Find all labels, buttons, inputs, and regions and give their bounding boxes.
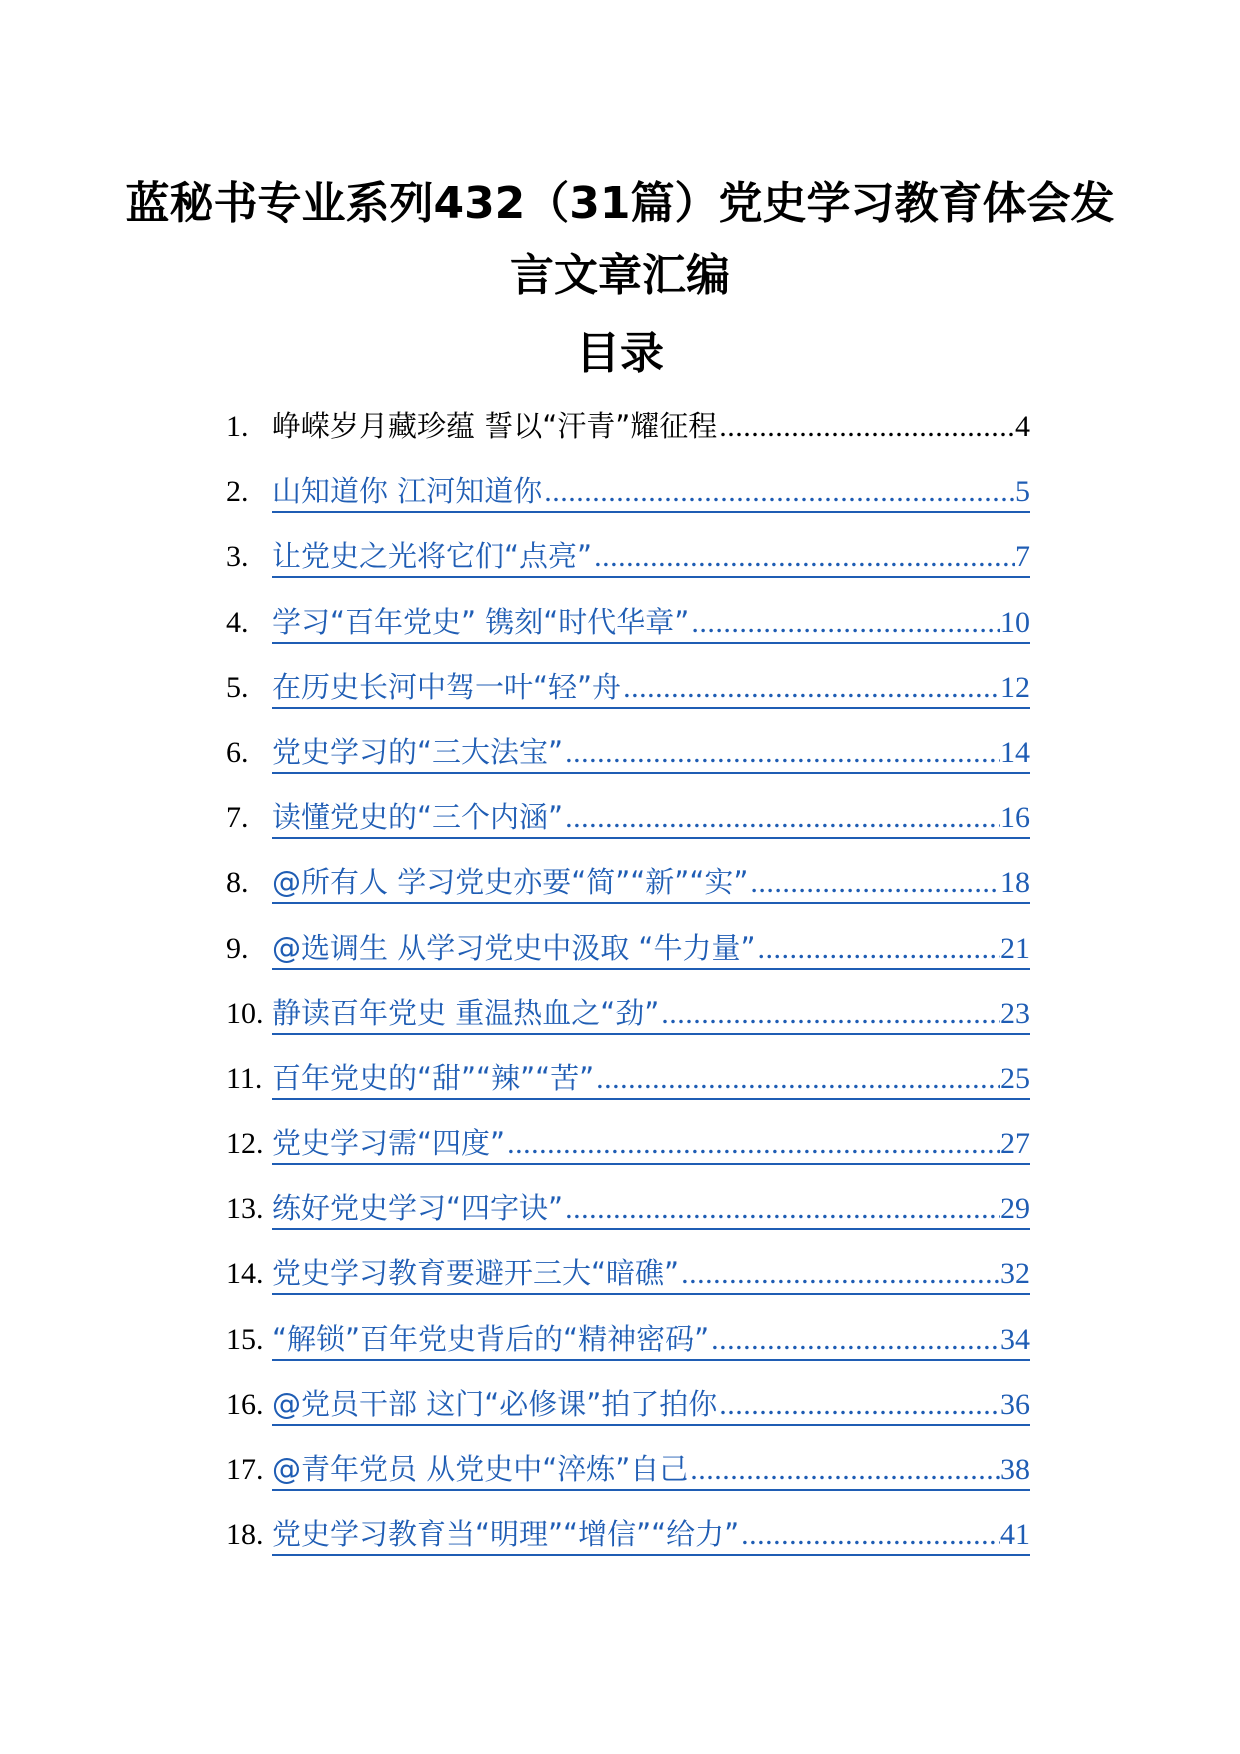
toc-entry-link[interactable] (272, 1251, 1030, 1295)
toc-dot-leader (594, 1062, 1000, 1096)
toc-item-title: @青年党员 从党史中“淬炼”自己 (272, 1452, 689, 1486)
toc-entry-link[interactable] (272, 1447, 1030, 1491)
toc-dot-leader (659, 997, 1000, 1031)
toc-entry-link[interactable] (272, 795, 1030, 839)
toc-page-number: 41 (1000, 1518, 1030, 1552)
toc-dot-leader (688, 1453, 1000, 1487)
toc-item (226, 600, 1030, 665)
toc-dot-leader (739, 1518, 1000, 1552)
toc-item-number: 2. (226, 475, 249, 509)
toc-item-title: 百年党史的“甜”“辣”“苦” (272, 1060, 595, 1095)
toc-dot-leader (717, 410, 1015, 444)
toc-page-number: 14 (1000, 735, 1030, 769)
toc-page-number: 36 (1000, 1387, 1030, 1421)
toc-item (226, 991, 1030, 1056)
toc-entry-link[interactable] (272, 1382, 1030, 1426)
toc-dot-leader (542, 475, 1015, 509)
toc-item-title: “解锁”百年党史背后的“精神密码” (272, 1321, 710, 1356)
toc-item (226, 1382, 1030, 1447)
toc-item (226, 1251, 1030, 1316)
toc-item (226, 1447, 1030, 1512)
toc-item-title: 党史学习教育要避开三大“暗礁” (272, 1256, 680, 1291)
toc-dot-leader (709, 1323, 1000, 1357)
toc-page-number: 34 (1000, 1322, 1030, 1356)
toc-item-number: 16. (226, 1387, 264, 1421)
toc-page-number: 32 (1000, 1257, 1030, 1291)
toc-entry-link[interactable] (272, 1121, 1030, 1165)
toc-item-title: @党员干部 这门“必修课”拍了拍你 (272, 1386, 718, 1421)
toc-item-number: 13. (226, 1192, 264, 1226)
toc-item-title: 峥嵘岁月藏珍蕴 誓以“汗青”耀征程 (272, 409, 718, 443)
toc-item-number: 9. (226, 931, 249, 965)
toc-item (226, 1512, 1030, 1577)
toc-item-number: 18. (226, 1518, 264, 1552)
toc-page-number: 5 (1015, 475, 1030, 509)
toc-entry-link[interactable] (272, 1512, 1030, 1556)
toc-item (226, 926, 1030, 991)
toc-item-number: 5. (226, 670, 249, 704)
toc-item (226, 1056, 1030, 1121)
toc-entry-link[interactable] (272, 991, 1030, 1035)
toc-entry-link[interactable] (272, 665, 1030, 709)
toc-entry-link[interactable] (272, 469, 1030, 513)
toc-page-number: 29 (1000, 1192, 1030, 1226)
toc-page-number: 16 (1000, 801, 1030, 835)
toc-page-number: 4 (1015, 410, 1030, 443)
toc-entry (272, 404, 1030, 448)
toc-dot-leader (621, 671, 1000, 705)
toc-item (226, 534, 1030, 599)
toc-dot-leader (756, 932, 1001, 966)
toc-item-title: 党史学习需“四度” (272, 1126, 506, 1161)
toc-dot-leader (689, 606, 1000, 640)
toc-item-title: 学习“百年党史” 镌刻“时代华章” (272, 604, 690, 639)
toc-entry-link[interactable] (272, 860, 1030, 904)
toc-item-number: 7. (226, 801, 249, 835)
toc-item-number: 1. (226, 410, 249, 443)
toc-item-title: 静读百年党史 重温热血之“劲” (272, 995, 660, 1030)
table-of-contents (226, 404, 1030, 1577)
toc-item (226, 1121, 1030, 1186)
toc-item-title: 在历史长河中驾一叶“轻”舟 (272, 669, 622, 704)
toc-item-number: 6. (226, 735, 249, 769)
toc-dot-leader (505, 1127, 1000, 1161)
toc-dot-leader (748, 866, 1000, 900)
toc-page-number: 7 (1015, 540, 1030, 574)
toc-item-number: 14. (226, 1257, 264, 1291)
toc-dot-leader (592, 540, 1015, 574)
toc-dot-leader (563, 736, 1000, 770)
toc-item-number: 17. (226, 1453, 264, 1486)
toc-item-number: 3. (226, 540, 249, 574)
document-title: 蓝秘书专业系列432（31篇）党史学习教育体会发言文章汇编 (125, 178, 1115, 301)
toc-item-title: 让党史之光将它们“点亮” (272, 539, 593, 574)
toc-item-title: 党史学习教育当“明理”“增信”“给力” (272, 1517, 740, 1552)
toc-item (226, 469, 1030, 534)
toc-item-number: 15. (226, 1322, 264, 1356)
toc-item-title: 练好党史学习“四字诀” (272, 1191, 564, 1226)
toc-page-number: 38 (1000, 1453, 1030, 1486)
toc-page-number: 18 (1000, 866, 1030, 900)
toc-dot-leader (717, 1388, 1000, 1422)
toc-dot-leader (679, 1257, 1000, 1291)
toc-item-title: 山知道你 江河知道你 (272, 474, 543, 509)
toc-item (226, 730, 1030, 795)
toc-item-title: 读懂党史的“三个内涵” (272, 800, 564, 835)
toc-item (226, 860, 1030, 925)
toc-entry-link[interactable] (272, 926, 1030, 970)
toc-entry-link[interactable] (272, 1186, 1030, 1230)
toc-item-number: 4. (226, 605, 249, 639)
toc-item-title: @所有人 学习党史亦要“简”“新”“实” (272, 865, 749, 900)
toc-heading: 目录 (576, 328, 664, 379)
toc-item-number: 8. (226, 866, 249, 900)
toc-page-number: 23 (1000, 996, 1030, 1030)
toc-item-title: @选调生 从学习党史中汲取 “牛力量” (272, 930, 756, 965)
toc-item-number: 11. (226, 1061, 263, 1095)
toc-entry-link[interactable] (272, 534, 1030, 578)
toc-item-number: 12. (226, 1127, 264, 1161)
toc-item (226, 404, 1030, 469)
toc-item (226, 1317, 1030, 1382)
toc-page-number: 12 (1000, 670, 1030, 704)
toc-dot-leader (563, 1192, 1000, 1226)
toc-item-number: 10. (226, 996, 264, 1030)
toc-entry-link[interactable] (272, 730, 1030, 774)
toc-dot-leader (563, 801, 1000, 835)
toc-item (226, 665, 1030, 730)
toc-item (226, 1186, 1030, 1251)
toc-page-number: 27 (1000, 1127, 1030, 1161)
toc-page-number: 25 (1000, 1061, 1030, 1095)
toc-entry-link[interactable] (272, 1317, 1030, 1361)
toc-entry-link[interactable] (272, 1056, 1030, 1100)
toc-page-number: 10 (1000, 605, 1030, 639)
toc-page-number: 21 (1000, 931, 1030, 965)
toc-item (226, 795, 1030, 860)
toc-entry-link[interactable] (272, 600, 1030, 644)
toc-item-title: 党史学习的“三大法宝” (272, 734, 564, 769)
